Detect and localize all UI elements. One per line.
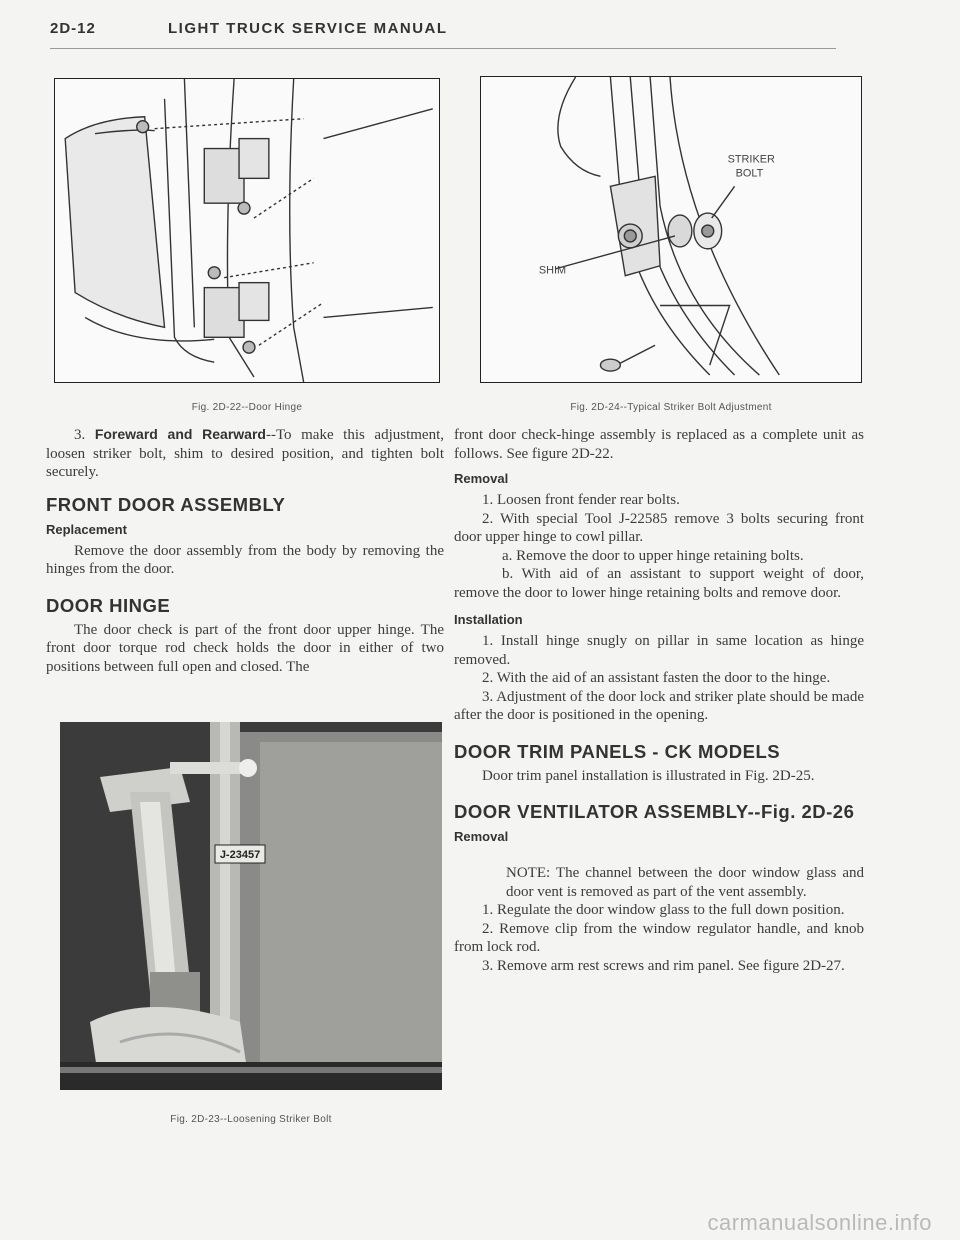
label-bolt: BOLT	[735, 167, 764, 180]
removal-step-2b: b. With aid of an assistant to support weight of door, remove the door to lower hinge retaining bolts and remove door.	[454, 566, 864, 601]
figure-striker-bolt-adjustment	[480, 76, 862, 383]
bold-term: Foreward and Rearward	[94, 426, 266, 442]
caption-fig-2d-22: Fig. 2D-22--Door Hinge	[191, 402, 303, 413]
removal-step-2: 2. With special Tool J-22585 remove 3 bolts securing front door upper hinge to cowl pillar.	[454, 510, 864, 545]
heading-door-trim-panels: DOOR TRIM PANELS - CK MODELS	[454, 740, 781, 762]
photo-loosening-striker-bolt	[60, 722, 442, 1090]
heading-installation: Installation	[454, 612, 523, 627]
heading-replacement: Replacement	[46, 521, 127, 537]
paragraph-replacement: Remove the door assembly from the body by removing the hinges from the door.	[46, 542, 444, 577]
note-vent-channel: NOTE: The channel between the door window glass and door vent is removed as part of the vent assembly.	[506, 865, 864, 900]
installation-step-3: 3. Adjustment of the door lock and striker plate should be made after the door is positioned in the opening.	[454, 688, 864, 723]
caption-fig-2d-23: Fig. 2D-23--Loosening Striker Bolt	[170, 1114, 332, 1125]
step-number: 3.	[74, 427, 86, 443]
left-column	[46, 426, 444, 676]
vent-step-2: 2. Remove clip from the window regulator handle, and knob from lock rod.	[454, 920, 864, 955]
striker-bolt-illustration	[481, 77, 861, 382]
heading-removal: Removal	[454, 471, 509, 486]
watermark: carmanualsonline.info	[707, 1210, 932, 1235]
tool-label-j-23457: J-23457	[219, 849, 261, 861]
heading-removal-vent: Removal	[454, 829, 509, 844]
heading-door-hinge: DOOR HINGE	[46, 594, 171, 616]
paragraph-text: --To make this adjustment, loosen striker bolt, shim to desired position, and tighten bolt securely.	[46, 427, 444, 480]
manual-title: LIGHT TRUCK SERVICE MANUAL	[168, 20, 448, 37]
installation-step-1: 1. Install hinge snugly on pillar in same location as hinge removed.	[454, 633, 864, 668]
page-number: 2D-12	[50, 20, 96, 37]
paragraph-continued: front door check-hinge assembly is replaced as a complete unit as follows. See figure 2D-22.	[454, 427, 864, 462]
paragraph-foreward	[46, 426, 444, 482]
label-shim: SHIM	[538, 264, 567, 277]
removal-step-1: 1. Loosen front fender rear bolts.	[482, 492, 680, 508]
heading-door-ventilator: DOOR VENTILATOR ASSEMBLY--Fig. 2D-26	[454, 801, 855, 822]
striker-bolt-photo	[60, 722, 442, 1090]
figure-door-hinge	[54, 78, 440, 383]
right-column	[454, 426, 864, 975]
heading-front-door-assembly: FRONT DOOR ASSEMBLY	[46, 493, 286, 515]
caption-fig-2d-24: Fig. 2D-24--Typical Striker Bolt Adjustment	[570, 402, 772, 413]
vent-step-1: 1. Regulate the door window glass to the full down position.	[482, 902, 845, 918]
vent-step-3: 3. Remove arm rest screws and rim panel. See figure 2D-27.	[482, 957, 845, 974]
removal-step-2a: a. Remove the door to upper hinge retaining bolts.	[502, 547, 804, 564]
paragraph-door-hinge: The door check is part of the front door upper hinge. The front door torque rod check holds the door in either of two positions between full open and closed. The	[46, 621, 444, 675]
label-striker: STRIKER	[727, 153, 775, 166]
door-hinge-illustration	[55, 79, 439, 382]
installation-step-2: 2. With the aid of an assistant fasten the door to the hinge.	[482, 670, 831, 686]
header-rule	[50, 48, 836, 49]
paragraph-trim: Door trim panel installation is illustrated in Fig. 2D-25.	[482, 767, 815, 784]
